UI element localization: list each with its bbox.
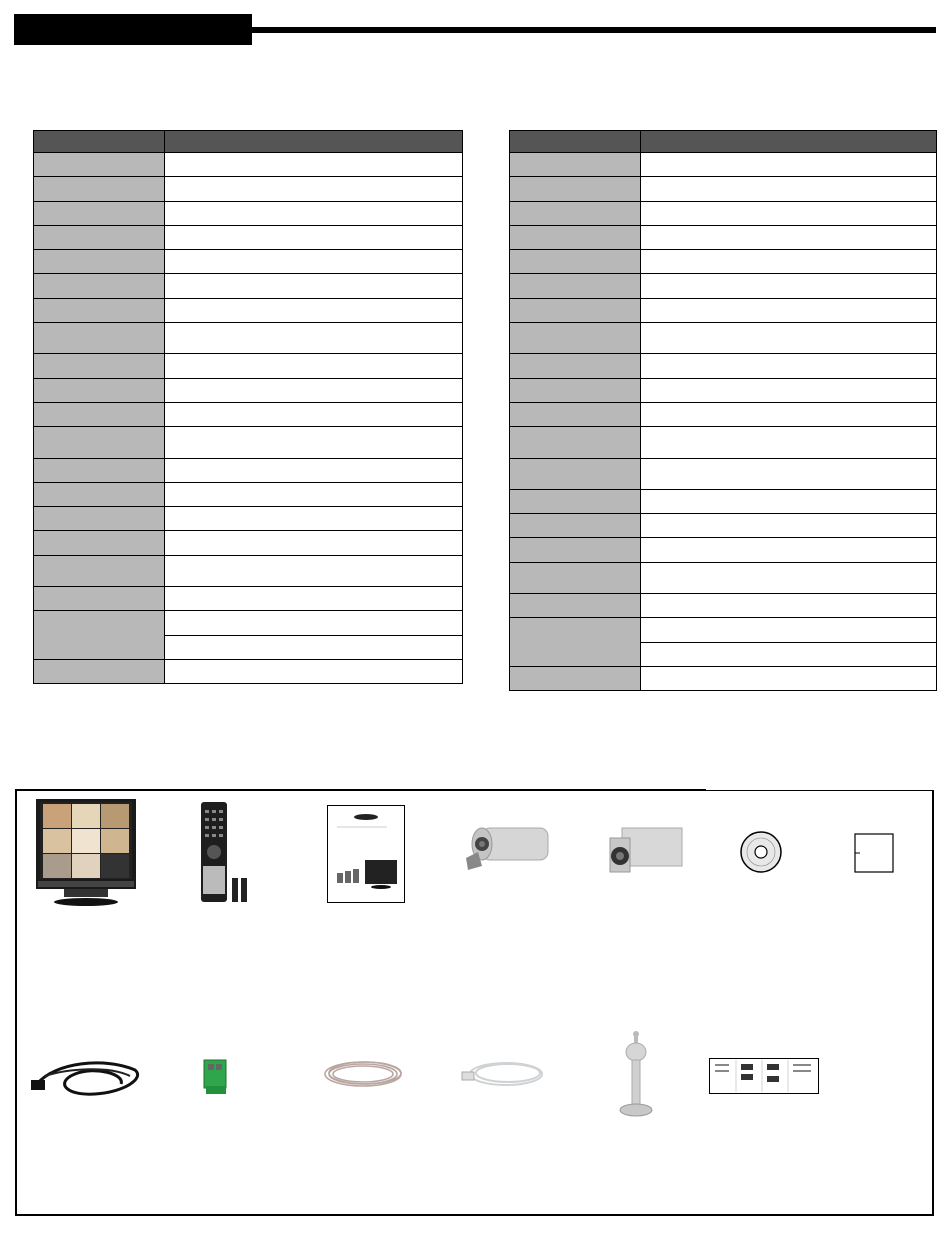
spec-label-cell <box>510 562 641 593</box>
spec-label-cell <box>510 666 641 690</box>
spec-value-cell <box>641 642 937 666</box>
spec-label-cell <box>34 587 165 611</box>
spec-header-item <box>510 131 641 153</box>
spec-label-cell <box>510 201 641 225</box>
terminal-block-image <box>200 1054 232 1096</box>
spec-label-cell <box>510 514 641 538</box>
spec-row <box>34 177 463 201</box>
spec-label-cell <box>510 354 641 378</box>
spec-header-value <box>165 131 463 153</box>
spec-label-cell <box>34 482 165 506</box>
spec-label-cell <box>510 489 641 513</box>
spec-value-cell <box>165 458 463 482</box>
spec-label-cell <box>510 225 641 249</box>
spec-row <box>34 482 463 506</box>
spec-value-cell <box>641 489 937 513</box>
spec-label-cell <box>34 611 165 660</box>
box-camera-image <box>608 826 684 876</box>
dvr-monitor-image <box>34 799 138 907</box>
spec-value-cell <box>641 593 937 617</box>
spec-label-cell <box>34 323 165 354</box>
spec-label-cell <box>34 177 165 201</box>
spec-label-cell <box>510 250 641 274</box>
spec-row <box>510 458 937 489</box>
spec-value-cell <box>165 298 463 322</box>
spec-label-cell <box>34 402 165 426</box>
spec-label-cell <box>510 402 641 426</box>
spec-value-cell <box>641 427 937 458</box>
spec-label-cell <box>510 323 641 354</box>
spec-value-cell <box>641 298 937 322</box>
spec-value-cell <box>165 378 463 402</box>
spec-value-cell <box>641 562 937 593</box>
spec-row <box>34 458 463 482</box>
spec-label-cell <box>510 298 641 322</box>
spec-header-item <box>34 131 165 153</box>
spec-value-cell <box>641 666 937 690</box>
spec-value-cell <box>165 153 463 177</box>
user-manual-image <box>327 805 405 903</box>
spec-value-cell <box>165 659 463 683</box>
quick-guide-image <box>709 1058 819 1094</box>
spec-value-cell <box>165 531 463 555</box>
spec-label-cell <box>510 458 641 489</box>
network-cable-image <box>456 1058 548 1090</box>
camera-mounting-bracket-image <box>612 1028 660 1120</box>
power-cord-image <box>25 1052 145 1102</box>
spec-row <box>510 354 937 378</box>
spec-row <box>34 225 463 249</box>
spec-label-cell <box>510 153 641 177</box>
spec-value-cell <box>641 153 937 177</box>
spec-row <box>34 659 463 683</box>
spec-row <box>510 427 937 458</box>
spec-row <box>510 514 937 538</box>
spec-value-cell <box>165 611 463 635</box>
spec-row <box>510 666 937 690</box>
spec-label-cell <box>34 298 165 322</box>
spec-value-cell <box>641 201 937 225</box>
warranty-card-image <box>854 833 894 873</box>
spec-row <box>34 250 463 274</box>
spec-label-cell <box>34 250 165 274</box>
spec-row <box>510 153 937 177</box>
spec-row <box>34 507 463 531</box>
spec-label-cell <box>34 153 165 177</box>
spec-row <box>510 274 937 298</box>
spec-value-cell <box>641 514 937 538</box>
spec-label-cell <box>34 507 165 531</box>
spec-value-cell <box>165 323 463 354</box>
spec-value-cell <box>165 225 463 249</box>
spec-label-cell <box>510 427 641 458</box>
spec-label-cell <box>510 618 641 667</box>
spec-value-cell <box>641 274 937 298</box>
spec-value-cell <box>165 555 463 586</box>
spec-value-cell <box>165 274 463 298</box>
section-title-bar <box>14 14 252 45</box>
spec-row <box>510 201 937 225</box>
spec-label-cell <box>34 659 165 683</box>
spec-row <box>34 153 463 177</box>
spec-row <box>34 201 463 225</box>
spec-label-cell <box>34 354 165 378</box>
spec-value-cell <box>165 587 463 611</box>
spec-row <box>510 402 937 426</box>
spec-row <box>510 298 937 322</box>
spec-value-cell <box>165 482 463 506</box>
spec-row <box>510 225 937 249</box>
spec-value-cell <box>165 507 463 531</box>
spec-label-cell <box>510 274 641 298</box>
software-cd-image <box>739 830 783 874</box>
spec-label-cell <box>34 225 165 249</box>
spec-table-right <box>509 130 937 691</box>
spec-row <box>34 587 463 611</box>
spec-value-cell <box>641 538 937 562</box>
spec-value-cell <box>165 354 463 378</box>
spec-row <box>34 378 463 402</box>
remote-control-image <box>199 800 255 906</box>
spec-row <box>34 555 463 586</box>
spec-value-cell <box>641 402 937 426</box>
spec-value-cell <box>165 201 463 225</box>
spec-value-cell <box>641 458 937 489</box>
camera-cable-image <box>321 1058 405 1090</box>
bullet-ir-camera-image <box>460 822 552 874</box>
spec-row <box>510 593 937 617</box>
spec-value-cell <box>641 177 937 201</box>
spec-value-cell <box>641 354 937 378</box>
spec-label-cell <box>34 201 165 225</box>
spec-label-cell <box>510 593 641 617</box>
spec-row <box>510 250 937 274</box>
spec-value-cell <box>165 250 463 274</box>
spec-label-cell <box>510 538 641 562</box>
spec-row <box>34 298 463 322</box>
spec-label-cell <box>34 555 165 586</box>
spec-row <box>34 427 463 458</box>
spec-row <box>34 323 463 354</box>
spec-row <box>510 538 937 562</box>
spec-label-cell <box>34 274 165 298</box>
spec-value-cell <box>165 635 463 659</box>
section-title-rule <box>252 27 936 33</box>
spec-value-cell <box>165 427 463 458</box>
spec-row <box>510 378 937 402</box>
spec-row <box>510 489 937 513</box>
spec-value-cell <box>641 378 937 402</box>
spec-header-value <box>641 131 937 153</box>
spec-row <box>34 274 463 298</box>
spec-value-cell <box>165 402 463 426</box>
spec-row <box>34 354 463 378</box>
spec-row <box>34 402 463 426</box>
spec-label-cell <box>510 378 641 402</box>
spec-value-cell <box>641 618 937 642</box>
spec-value-cell <box>641 225 937 249</box>
spec-label-cell <box>34 427 165 458</box>
spec-value-cell <box>641 323 937 354</box>
spec-row <box>510 562 937 593</box>
spec-row <box>510 177 937 201</box>
spec-label-cell <box>34 378 165 402</box>
spec-row <box>34 531 463 555</box>
spec-value-cell <box>641 250 937 274</box>
spec-value-cell <box>165 177 463 201</box>
spec-table-left <box>33 130 463 684</box>
spec-label-cell <box>34 458 165 482</box>
spec-label-cell <box>34 531 165 555</box>
spec-label-cell <box>510 177 641 201</box>
spec-row <box>510 323 937 354</box>
